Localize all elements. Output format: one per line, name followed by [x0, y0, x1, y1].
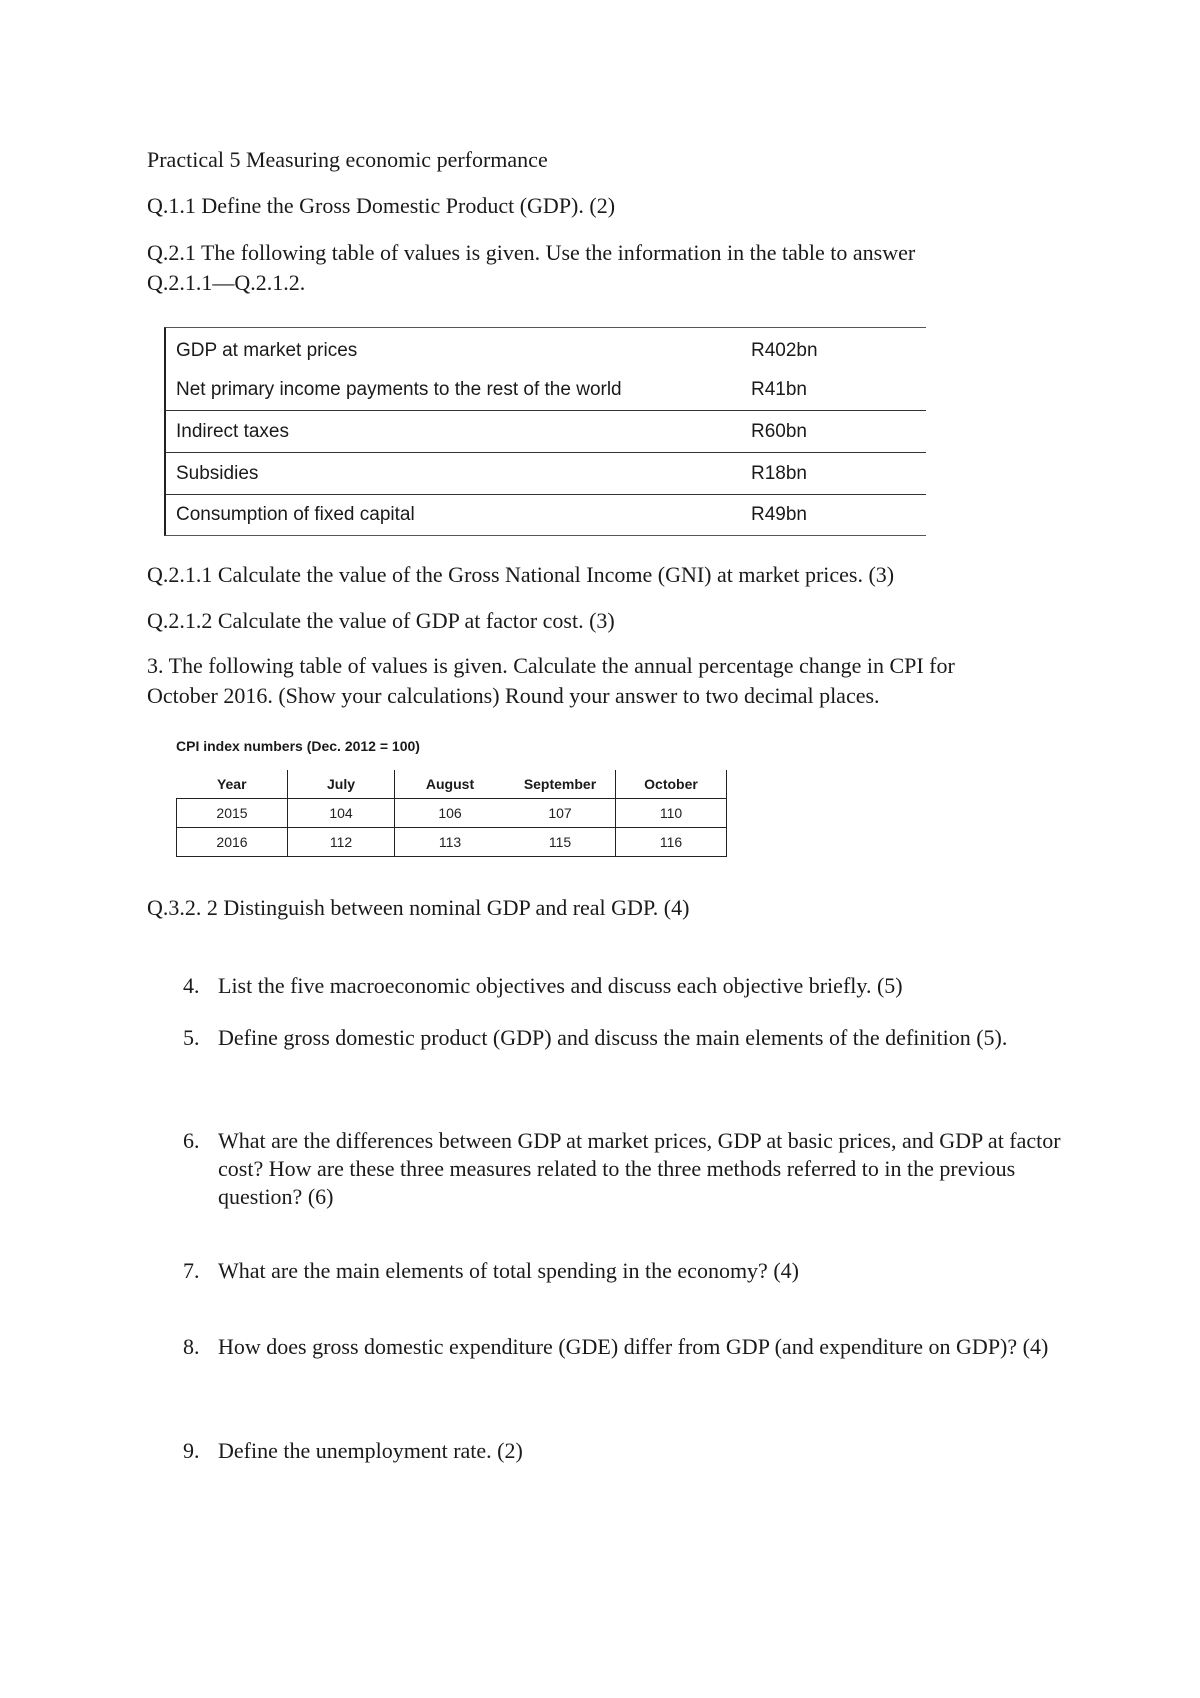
row-label: Net primary income payments to the rest of the world	[176, 379, 622, 400]
table-cell: 110	[616, 799, 727, 828]
list-text: Define gross domestic product (GDP) and discuss the main elements of the definition (5).	[218, 1025, 1008, 1050]
column-header: Year	[177, 770, 288, 799]
list-text: What are the differences between GDP at market prices, GDP at basic prices, and GDP at factor cost? How are these three measures related to the three methods referred to in the previous question? (6)	[218, 1128, 1061, 1209]
page-title: Practical 5 Measuring economic performance	[147, 147, 548, 172]
table-header-row	[177, 770, 727, 799]
list-number: 8.	[183, 1334, 200, 1359]
row-value: R41bn	[751, 379, 807, 400]
table-row	[177, 799, 727, 828]
question-1-1: Q.1.1 Define the Gross Domestic Product (GDP). (2)	[147, 193, 616, 218]
question-3-2: Q.3.2. 2 Distinguish between nominal GDP and real GDP. (4)	[147, 895, 690, 920]
row-value: R49bn	[751, 504, 807, 525]
row-label: GDP at market prices	[176, 340, 358, 361]
list-number: 6.	[183, 1128, 200, 1153]
column-header: October	[616, 770, 727, 799]
list-number: 9.	[183, 1438, 200, 1463]
list-text: Define the unemployment rate. (2)	[218, 1438, 523, 1463]
table-cell: 2015	[177, 799, 288, 828]
question-3-line-1: 3. The following table of values is given. Calculate the annual percentage change in CPI for	[147, 653, 955, 678]
question-2-1-1: Q.2.1.1 Calculate the value of the Gross National Income (GNI) at market prices. (3)	[147, 562, 895, 587]
column-header: August	[425, 776, 475, 792]
row-value: R18bn	[751, 462, 807, 484]
table-row	[166, 328, 926, 370]
table-cell: 106	[395, 799, 506, 828]
table-row	[166, 453, 926, 495]
list-text: What are the main elements of total spending in the economy? (4)	[218, 1258, 799, 1283]
gdp-values-table	[164, 327, 926, 536]
question-2-1-line-1: Q.2.1 The following table of values is given. Use the information in the table to answer	[147, 240, 916, 265]
table-row	[177, 828, 727, 857]
list-number: 7.	[183, 1258, 200, 1283]
cpi-table-caption: CPI index numbers (Dec. 2012 = 100)	[176, 738, 420, 754]
row-label: Consumption of fixed capital	[176, 504, 415, 525]
table-row	[166, 495, 926, 535]
table-cell: 112	[288, 828, 395, 857]
table-cell: 113	[395, 828, 506, 857]
question-3-line-2: October 2016. (Show your calculations) Round your answer to two decimal places.	[147, 683, 880, 708]
question-2-1-2: Q.2.1.2 Calculate the value of GDP at factor cost. (3)	[147, 608, 615, 633]
cpi-index-table	[176, 770, 727, 857]
list-number: 5.	[183, 1025, 200, 1050]
question-2-1-line-2: Q.2.1.1—Q.2.1.2.	[147, 270, 306, 295]
column-header: July	[288, 770, 395, 799]
row-value: R60bn	[751, 420, 807, 442]
table-row	[166, 370, 926, 411]
list-text: List the five macroeconomic objectives and discuss each objective briefly. (5)	[218, 973, 903, 998]
table-cell: 116	[616, 828, 727, 857]
column-header: September	[505, 770, 616, 799]
list-number: 4.	[183, 973, 200, 998]
row-label: Indirect taxes	[176, 420, 289, 442]
table-cell: 107	[505, 799, 616, 828]
table-row	[166, 411, 926, 453]
table-cell: 115	[505, 828, 616, 857]
list-text: How does gross domestic expenditure (GDE) differ from GDP (and expenditure on GDP)? (4)	[218, 1334, 1049, 1359]
table-cell: 104	[288, 799, 395, 828]
table-cell: 2016	[177, 828, 288, 857]
row-value: R402bn	[751, 340, 818, 361]
row-label: Subsidies	[176, 462, 259, 484]
